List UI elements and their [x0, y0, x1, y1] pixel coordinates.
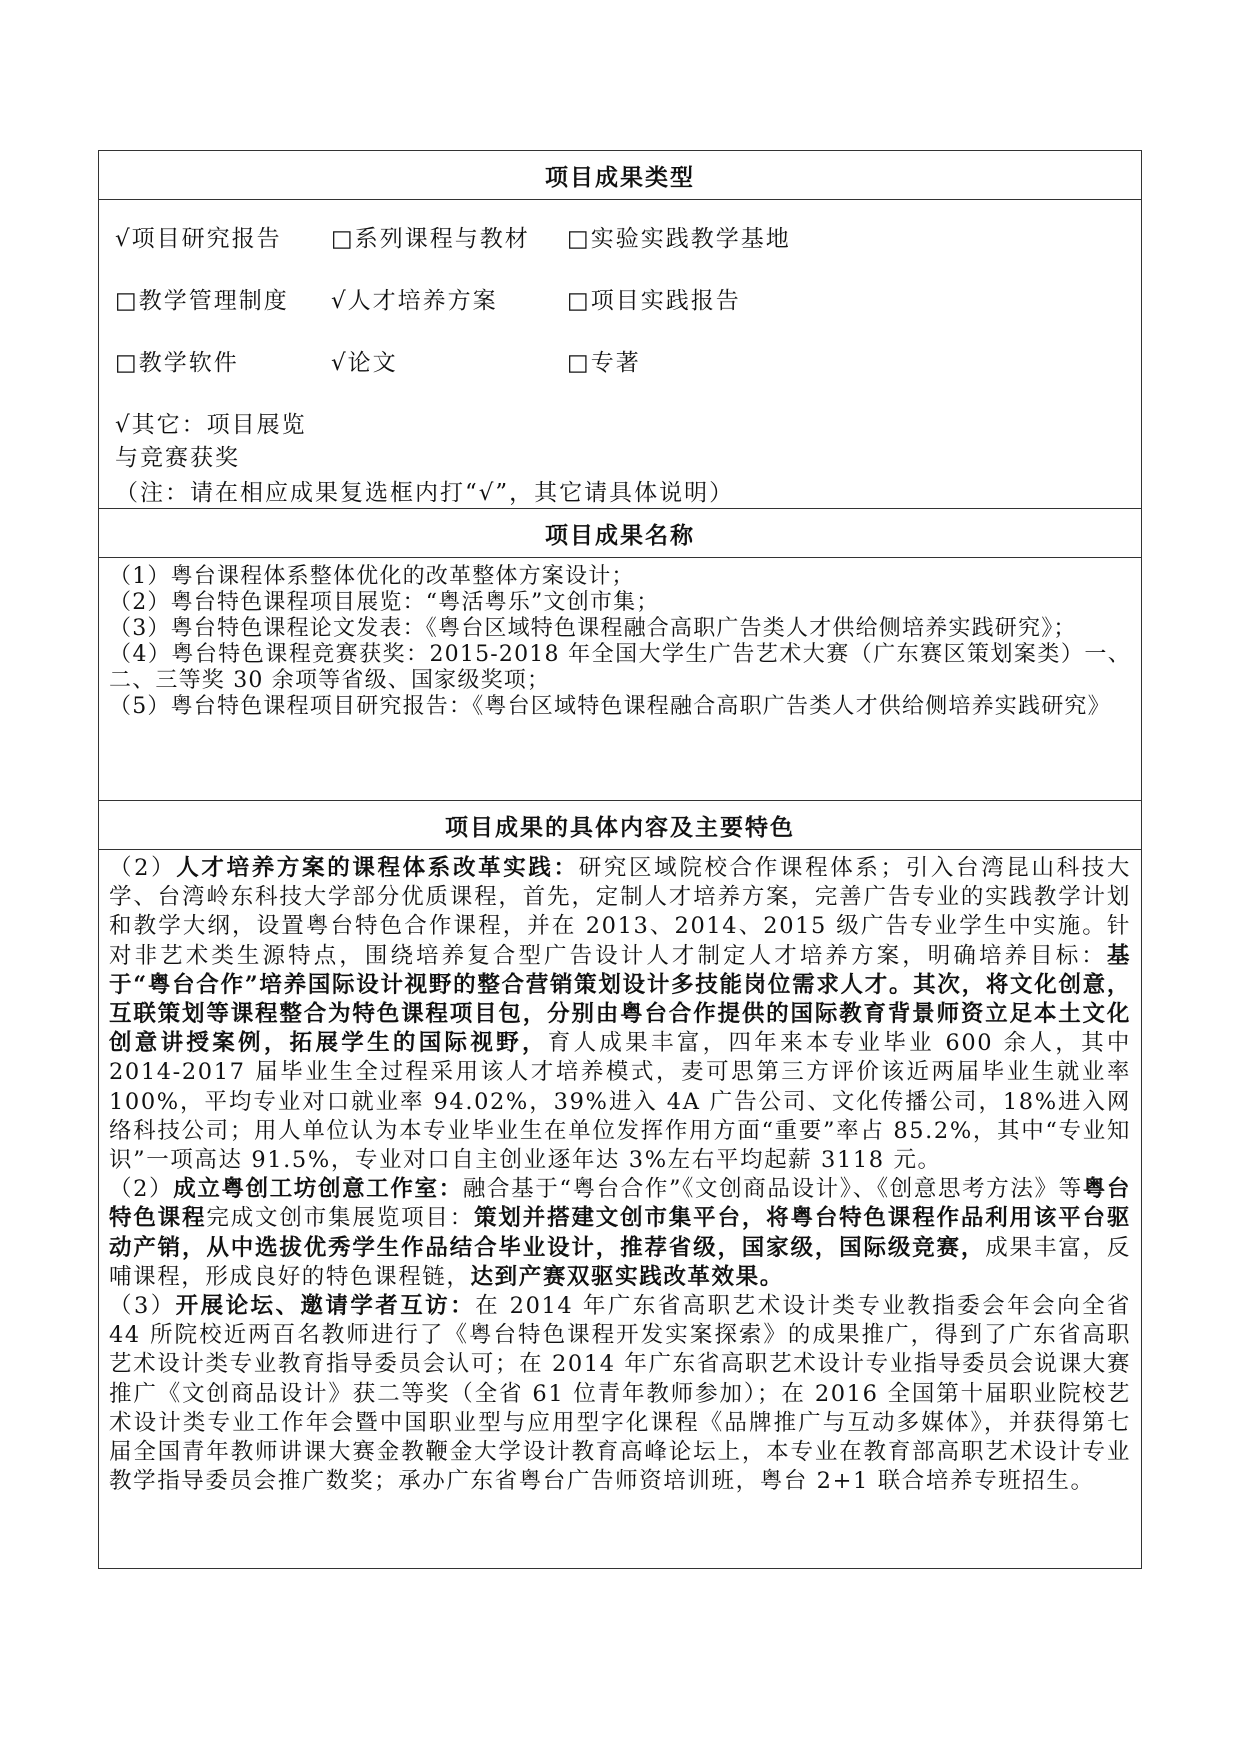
emphasis-text: 成立粤创工坊创意工作室： — [173, 1176, 463, 1203]
body-text: 融合基于“粤台合作”《文创商品设计》、《创意思考方法》等 — [462, 1176, 1083, 1203]
option-label: 人才培养方案 — [347, 288, 498, 314]
emphasis-text: 策划并搭建文创市集平台，将粤台特色课程作品利用该平台驱动产销，从中选拔优秀学生作品结合毕业设计，推荐省级，国家级，国际级竞赛， — [109, 1205, 1131, 1261]
content-paragraph — [109, 1292, 1131, 1496]
option-label: 专著 — [590, 350, 641, 376]
emphasis-text: 人才培养方案的课程体系改革实践： — [176, 855, 579, 881]
result-name-item: （2）粤台特色课程项目展览：“粤活粤乐”文创市集； — [109, 590, 660, 615]
emphasis-text: 开展论坛、邀请学者互访： — [175, 1293, 476, 1320]
result-type-option[interactable] — [567, 344, 641, 406]
result-type-option[interactable] — [331, 220, 567, 282]
checkbox-icon[interactable]: □ — [115, 350, 139, 376]
result-type-option[interactable] — [331, 344, 567, 406]
content-paragraph — [109, 1175, 1131, 1292]
body-text: 完成文创市集展览项目： — [206, 1205, 475, 1232]
section-title: 项目成果类型 — [545, 163, 695, 191]
option-label: 项目实践报告 — [590, 288, 741, 314]
option-row — [115, 344, 1141, 406]
option-label: 系列课程与教材 — [354, 226, 530, 252]
body-text: （2） — [109, 1176, 174, 1203]
body-text: （2） — [109, 855, 177, 881]
checkmark-icon[interactable]: √ — [331, 350, 348, 376]
option-row — [115, 406, 1141, 471]
result-type-option[interactable] — [115, 406, 331, 471]
form-note: （注：请在相应成果复选框内打“√”，其它请具体说明） — [115, 480, 735, 506]
results-form-table — [98, 150, 1142, 1569]
option-label: 教学管理制度 — [138, 288, 289, 314]
checkbox-icon[interactable]: □ — [567, 288, 591, 314]
checkmark-icon[interactable]: √ — [115, 412, 132, 438]
result-type-option[interactable] — [567, 220, 791, 282]
result-name-item: （3）粤台特色课程论文发表：《粤台区域特色课程融合高职广告类人才供给侧培养实践研究》； — [109, 616, 1077, 641]
checkbox-icon[interactable]: □ — [331, 226, 355, 252]
section-header-content — [99, 801, 1141, 850]
result-name-item: （4）粤台特色课程竞赛获奖：2015-2018 年全国大学生广告艺术大赛（广东赛区策划案类）一、二、三等奖 30 余项等省级、国家级奖项； — [109, 642, 1131, 693]
result-content-body — [99, 850, 1141, 1568]
section-title: 项目成果的具体内容及主要特色 — [445, 813, 795, 841]
checkbox-icon[interactable]: □ — [567, 350, 591, 376]
result-type-option[interactable] — [115, 282, 331, 344]
emphasis-text: 粤台特色课程 — [109, 1176, 1131, 1232]
result-name-item: （5）粤台特色课程项目研究报告：《粤台区域特色课程融合高职广告类人才供给侧培养实践研究》 — [109, 694, 1111, 719]
checkbox-icon[interactable]: □ — [115, 288, 139, 314]
result-type-option[interactable] — [567, 282, 741, 344]
option-row — [115, 282, 1141, 344]
option-label: 其它：项目展览与竞赛获奖 — [115, 412, 307, 471]
option-label: 教学软件 — [138, 350, 239, 376]
option-row — [115, 220, 1141, 282]
result-type-option[interactable] — [331, 282, 567, 344]
option-label: 论文 — [347, 350, 398, 376]
body-text: 在 2014 年广东省高职艺术设计类专业教指委会年会向全省 44 所院校近两百名教师进行了《粤台特色课程开发实案探索》的成果推广，得到了广东省高职艺术设计类专业教育指导委员会认可；在 2014 年广东省高职艺术设计专业指导委员会说课大赛推广《文创商品设计》获二等奖（全省 61 位青年教师参加）；在 2016 全国第十届职业院校艺术设计类专业工作年会暨中国职业型与应用型字化课程《品牌推广与互动多媒体》，并获得第七届全国青年教师讲课大赛金教鞭金大学设计教育高峰论坛上，本专业在教育部高职艺术设计专业教学指导委员会推广数奖；承办广东省粤台广告师资培训班，粤台 2+1 联合培养专班招生。 — [109, 1293, 1131, 1495]
result-type-options — [99, 200, 1141, 509]
checkmark-icon[interactable]: √ — [331, 288, 348, 314]
content-paragraph — [109, 854, 1131, 1175]
result-names-list — [99, 558, 1141, 801]
result-type-option[interactable] — [115, 220, 331, 282]
option-label: 实验实践教学基地 — [590, 226, 791, 252]
result-type-option[interactable] — [115, 344, 331, 406]
emphasis-text: 基于“粤台合作”培养国际设计视野的整合营销策划设计多技能岗位需求人才。其次，将文化创意，互联策划等课程整合为特色课程项目包，分别由粤台合作提供的国际教育背景师资立足本土文化创意讲授案例，拓展学生的国际视野， — [109, 942, 1131, 1057]
body-text: 成果丰富，反哺课程，形成良好的特色课程链， — [109, 1234, 1131, 1290]
section-title: 项目成果名称 — [545, 521, 695, 549]
body-text: （3） — [109, 1293, 176, 1320]
section-header-types — [99, 151, 1141, 200]
section-header-names — [99, 509, 1141, 558]
emphasis-text: 达到产赛双驱实践改革效果。 — [470, 1263, 784, 1290]
checkbox-icon[interactable]: □ — [567, 226, 591, 252]
body-text: 育人成果丰富，四年来本专业毕业 600 余人，其中 2014-2017 届毕业生全过程采用该人才培养模式，麦可思第三方评价该近两届毕业生就业率 100%，平均专业对口就业率 94.02%，39%进入 4A 广告公司、文化传播公司，18%进入网络科技公司；用人单位认为本专业毕业生在单位发挥作用方面“重要”率占 85.2%，其中“专业知识”一项高达 91.5%，专业对口自主创业逐年达 3%左右平均起薪 3118 元。 — [109, 1030, 1131, 1174]
body-text: 研究区域院校合作课程体系；引入台湾昆山科技大学、台湾岭东科技大学部分优质课程，首先，定制人才培养方案，完善广告专业的实践教学计划和教学大纲，设置粤台特色合作课程，并在 2013、2014、2015 级广告专业学生中实施。针对非艺术类生源特点，围绕培养复合型广告设计人才制定人才培养方案，明确培养目标： — [109, 855, 1132, 969]
option-label: 项目研究报告 — [131, 226, 282, 252]
result-name-item: （1）粤台课程体系整体优化的改革整体方案设计； — [109, 564, 635, 589]
checkmark-icon[interactable]: √ — [115, 226, 132, 252]
